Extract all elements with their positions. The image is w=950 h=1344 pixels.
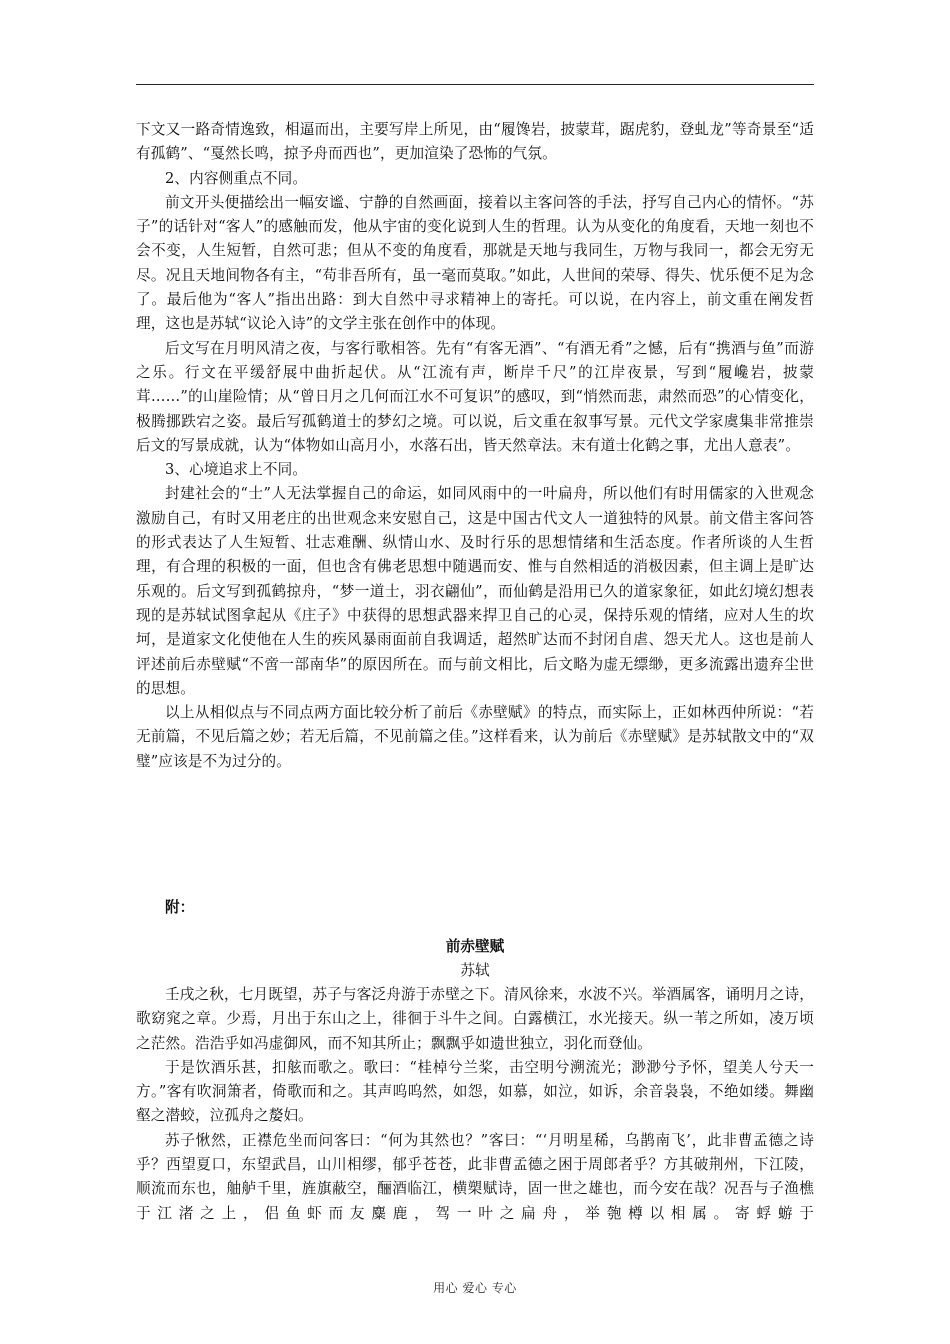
header-rule	[136, 84, 814, 85]
article-body	[136, 118, 814, 774]
paragraph-content-front: 前文开头便描绘出一幅安谧、宁静的自然画面，接着以主客问答的手法，抒写自己内心的情怀。“苏子”的话针对“客人”的感触而发，他从宇宙的变化说到人生的哲理。认为从变化的角度看，天地一刻也不会不变，人生短暂，自然可悲；但从不变的角度看，那就是天地与我同生，万物与我同一，都会无穷无尽。况且天地间物各有主，“苟非吾所有，虽一毫而莫取。”如此，人世间的荣辱、得失、忧乐便不足为念了。最后他为“客人”指出出路：到大自然中寻求精神上的寄托。可以说，在内容上，前文重在阐发哲理，这也是苏轼“议论入诗”的文学主张在创作中的体现。	[136, 193, 814, 333]
poem-paragraph-3: 苏子愀然，正襟危坐而问客曰：“何为其然也？”客曰：“‘月明星稀，乌鹊南飞’，此非曹孟德之诗乎？西望夏口，东望武昌，山川相缪，郁乎苍苍，此非曹孟德之困于周郎者乎？方其破荆州，下江陵，顺流而东也，舳舻千里，旌旗蔽空，酾酒临江，横槊赋诗，固一世之雄也，而今安在哉？况吾与子渔樵于江渚之上，侣鱼虾而友麋鹿，驾一叶之扁舟，举匏樽以相属。寄蜉蝣于	[136, 1131, 814, 1222]
paragraph-continued: 下文又一路奇情逸致，相逼而出，主要写岸上所见，由“履馋岩，披蒙茸，踞虎豹，登虬龙”等奇景至“适有孤鹤”、“戛然长鸣，掠予舟而西也”，更加渲染了恐怖的气氛。	[136, 121, 814, 163]
appendix	[136, 896, 814, 1226]
poem-author: 苏轼	[460, 962, 490, 979]
section-heading-2: 2、内容侧重点不同。	[165, 169, 308, 187]
poem-paragraph-2: 于是饮酒乐甚，扣舷而歌之。歌曰：“桂棹兮兰桨，击空明兮溯流光；渺渺兮予怀，望美人兮天一方。”客有吹洞箫者，倚歌而和之。其声呜呜然，如怨，如慕，如泣，如诉，余音袅袅，不绝如缕。舞幽壑之潜蛟，泣孤舟之嫠妇。	[136, 1058, 814, 1125]
poem-title: 前赤壁赋	[445, 938, 505, 955]
paragraph-conclusion: 以上从相似点与不同点两方面比较分析了前后《赤壁赋》的特点，而实际上，正如林西仲所说：“若无前篇，不见后篇之妙；若无后篇，不见前篇之佳。”这样看来，认为前后《赤壁赋》是苏轼散文中的“双璧”应该是不为过分的。	[136, 704, 814, 770]
paragraph-content-back: 后文写在月明风清之夜，与客行歌相答。先有“有客无酒”、“有酒无肴”之憾，后有“携酒与鱼”而游之乐。行文在平缓舒展中曲折起伏。从“江流有声，断岸千尺”的江岸夜景，写到“履巉岩，披蒙茸……”的山崖险情；从“曾日月之几何而江水不可复识”的感叹，到“悄然而悲，肃然而恐”的心情变化，极腾挪跌宕之姿。最后写孤鹤道士的梦幻之境。可以说，后文重在叙事写景。元代文学家虞集非常推崇后文的写景成就，认为“体物如山高月小，水落石出，皆天然章法。末有道士化鹤之事，尤出人意表”。	[136, 339, 814, 454]
page-footer: 用心 爱心 专心	[433, 1281, 517, 1295]
section-heading-3: 3、心境追求上不同。	[165, 461, 308, 479]
appendix-label: 附：	[165, 899, 195, 916]
poem-paragraph-1: 壬戌之秋，七月既望，苏子与客泛舟游于赤壁之下。清风徐来，水波不兴。举酒属客，诵明月之诗，歌窈窕之章。少焉，月出于东山之上，徘徊于斗牛之间。白露横江，水光接天。纵一苇之所如，凌万顷之茫然。浩浩乎如冯虚御风，而不知其所止；飘飘乎如遗世独立，羽化而登仙。	[136, 986, 814, 1052]
paragraph-mindset: 封建社会的“士”人无法掌握自己的命运，如同风雨中的一叶扁舟，所以他们有时用儒家的入世观念激励自己，有时又用老庄的出世观念来安慰自己，这是中国古代文人一道独特的风景。前文借主客问答的形式表达了人生短暂、壮志难酬、纵情山水、及时行乐的思想情绪和生活态度。作者所谈的人生哲理，有合理的积极的一面，但也含有佛老思想中随遇而安、惟与自然相适的消极因素，但主调上是旷达乐观的。后文写到孤鹤掠舟，“梦一道士，羽衣翩仙”，而仙鹤是沿用已久的道家象征，如此幻境幻想表现的是苏轼试图拿起从《庄子》中获得的思想武器来捍卫自己的心灵，保持乐观的情绪，应对人生的坎坷，是道家文化使他在人生的疾风暴雨面前自我调适，超然旷达而不封闭自虐、怨天尤人。这也是前人评述前后赤壁赋“不啻一部南华”的原因所在。而与前文相比，后文略为虚无缥缈，更多流露出遗弃尘世的思想。	[136, 485, 814, 697]
